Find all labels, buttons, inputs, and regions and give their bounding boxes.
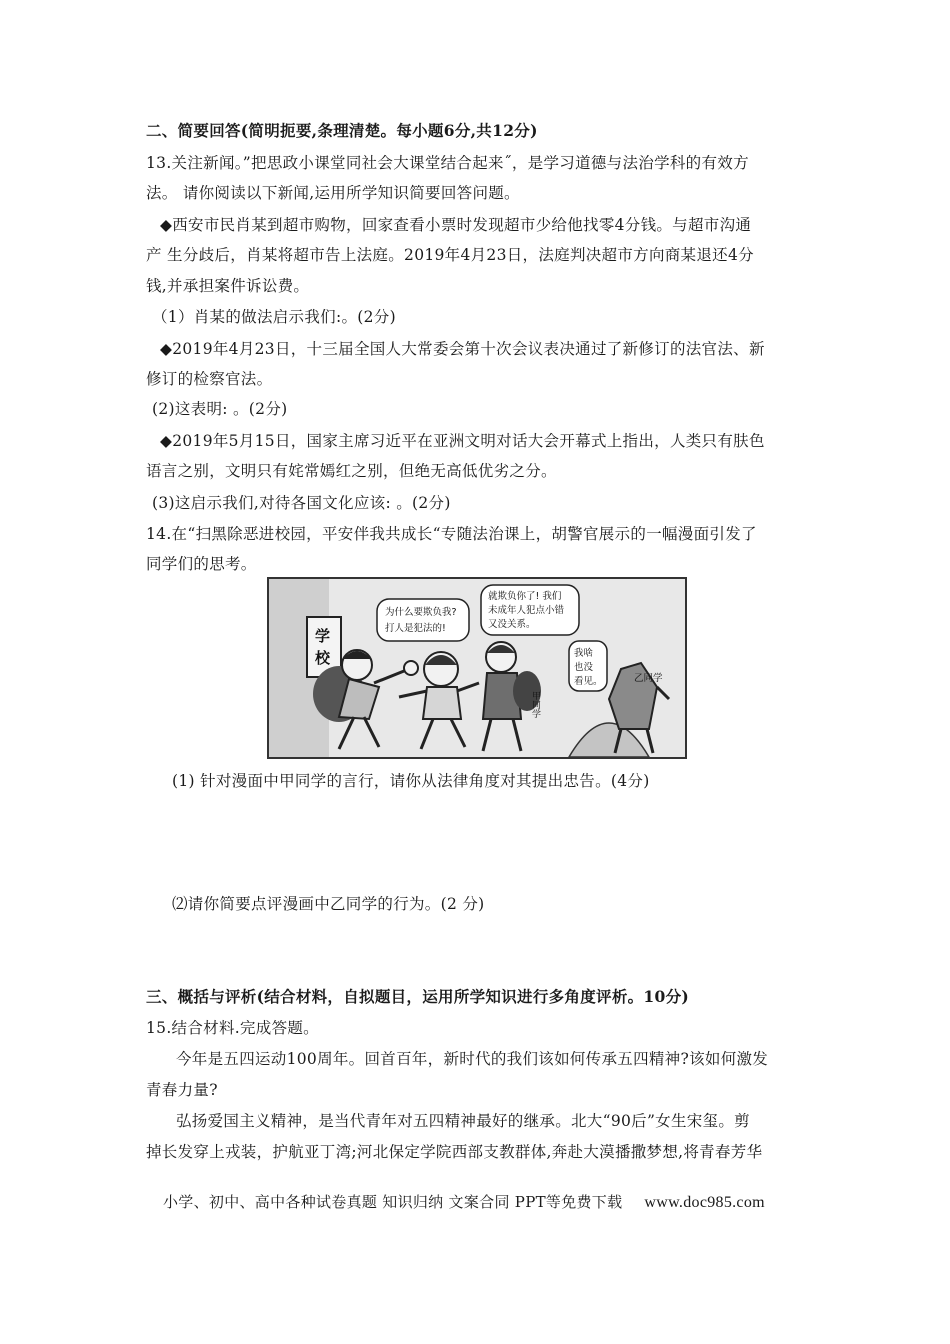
q15-para2-line1: 弘扬爱国主义精神，是当代青年对五四精神最好的继承。北大“90后”女生宋玺。剪	[176, 1112, 750, 1130]
q15-para2-line2: 掉长发穿上戎装，护航亚丁湾;河北保定学院西部支教群体,奔赴大漠播撒梦想,将青春芳华	[146, 1143, 763, 1161]
bubble2-line3: 又没关系。	[488, 619, 536, 630]
q14-sub2: ⑵请你简要点评漫画中乙同学的行为。(2 分)	[172, 895, 485, 913]
q15-para1-line1: 今年是五四运动100周年。回首百年，新时代的我们该如何传承五四精神?该如何激发	[176, 1050, 769, 1068]
label-yi: 乙同学	[634, 673, 663, 684]
page-footer	[163, 1192, 765, 1213]
q13-sub1: （1）肖某的做法启示我们:。(2分)	[152, 308, 396, 326]
q13-line2: 法。 请你阅读以下新闻,运用所学知识简要回答问题。	[146, 184, 520, 202]
q13-news1-line2: 产 生分歧后，肖某将超市告上法庭。2019年4月23日，法庭判决超市方向商某退还4分	[146, 246, 754, 264]
q13-news1-line3: 钱,并承担案件诉讼费。	[146, 277, 310, 295]
q13-news1-line1: ◆西安市民肖某到超市购物，回家查看小票时发现超市少给他找零4分钱。与超市沟通	[160, 216, 752, 234]
bully-fist	[404, 661, 418, 675]
footer-url[interactable]: www.doc985.com	[644, 1194, 765, 1211]
bubble2-line2: 未成年人犯点小错	[488, 605, 565, 616]
bubble2-line1: 就欺负你了! 我们	[488, 591, 562, 602]
bubble3-line3: 看见。	[574, 676, 603, 687]
q13-news2-line1: ◆2019年4月23日，十三届全国人大常委会第十次会议表决通过了新修订的法官法、新	[160, 340, 765, 358]
school-sign-char2: 校	[315, 649, 331, 667]
comic-illustration	[267, 577, 687, 759]
q13-news3-line1: ◆2019年5月15日，国家主席习近平在亚洲文明对话大会开幕式上指出，人类只有肤色	[160, 432, 765, 450]
bubble3-line1: 我啥	[574, 648, 594, 659]
q13-sub2: (2)这表明: 。(2分)	[152, 400, 288, 418]
q13-news2-line2: 修订的检察官法。	[146, 370, 273, 388]
label-jia: 甲同学	[530, 691, 540, 718]
q14-line1: 14.在“扫黑除恶进校园，平安伴我共成长“专随法治课上，胡警官展示的一幅漫面引发了	[146, 525, 757, 543]
footer-text: 小学、初中、高中各种试卷真题 知识归纳 文案合同 PPT等免费下载	[163, 1193, 623, 1211]
bubble1-line2: 打人是犯法的!	[385, 623, 446, 634]
student-jia-legs	[483, 719, 521, 751]
q13-sub3: (3)这启示我们,对待各国文化应该: 。(2分)	[152, 494, 451, 512]
victim-body	[423, 687, 461, 719]
bubble3-line2: 也没	[574, 662, 594, 673]
bully-hair	[343, 651, 371, 659]
speech-bubble-victim	[377, 599, 469, 641]
q13-line1: 13.关注新闻。”把思政小课堂同社会大课堂结合起来˝，是学习道德与法治学科的有效方	[146, 154, 749, 172]
q14-line2: 同学们的思考。	[146, 555, 257, 573]
q14-sub1: (1) 针对漫面中甲同学的言行，请你从法律角度对其提出忠告。(4分)	[172, 772, 650, 790]
q13-news3-line2: 语言之别，文明只有姹常嫣红之别，但绝无高低优劣之分。	[146, 462, 557, 480]
section2-title: 二、简要回答(简明扼要,条理清楚。每小题6分,共12分)	[146, 121, 538, 140]
q15-para1-line2: 青春力量?	[146, 1081, 218, 1099]
bubble1-line1: 为什么要欺负我?	[385, 607, 457, 618]
comic-drawing	[269, 579, 685, 757]
school-sign-char1: 学	[315, 627, 331, 645]
bully-legs	[339, 717, 379, 749]
victim-legs	[421, 719, 465, 749]
q15-line1: 15.结合材料.完成答题。	[146, 1019, 319, 1037]
section3-title: 三、概括与评析(结合材料，自拟题目，运用所学知识进行多角度评析。10分)	[146, 987, 690, 1006]
